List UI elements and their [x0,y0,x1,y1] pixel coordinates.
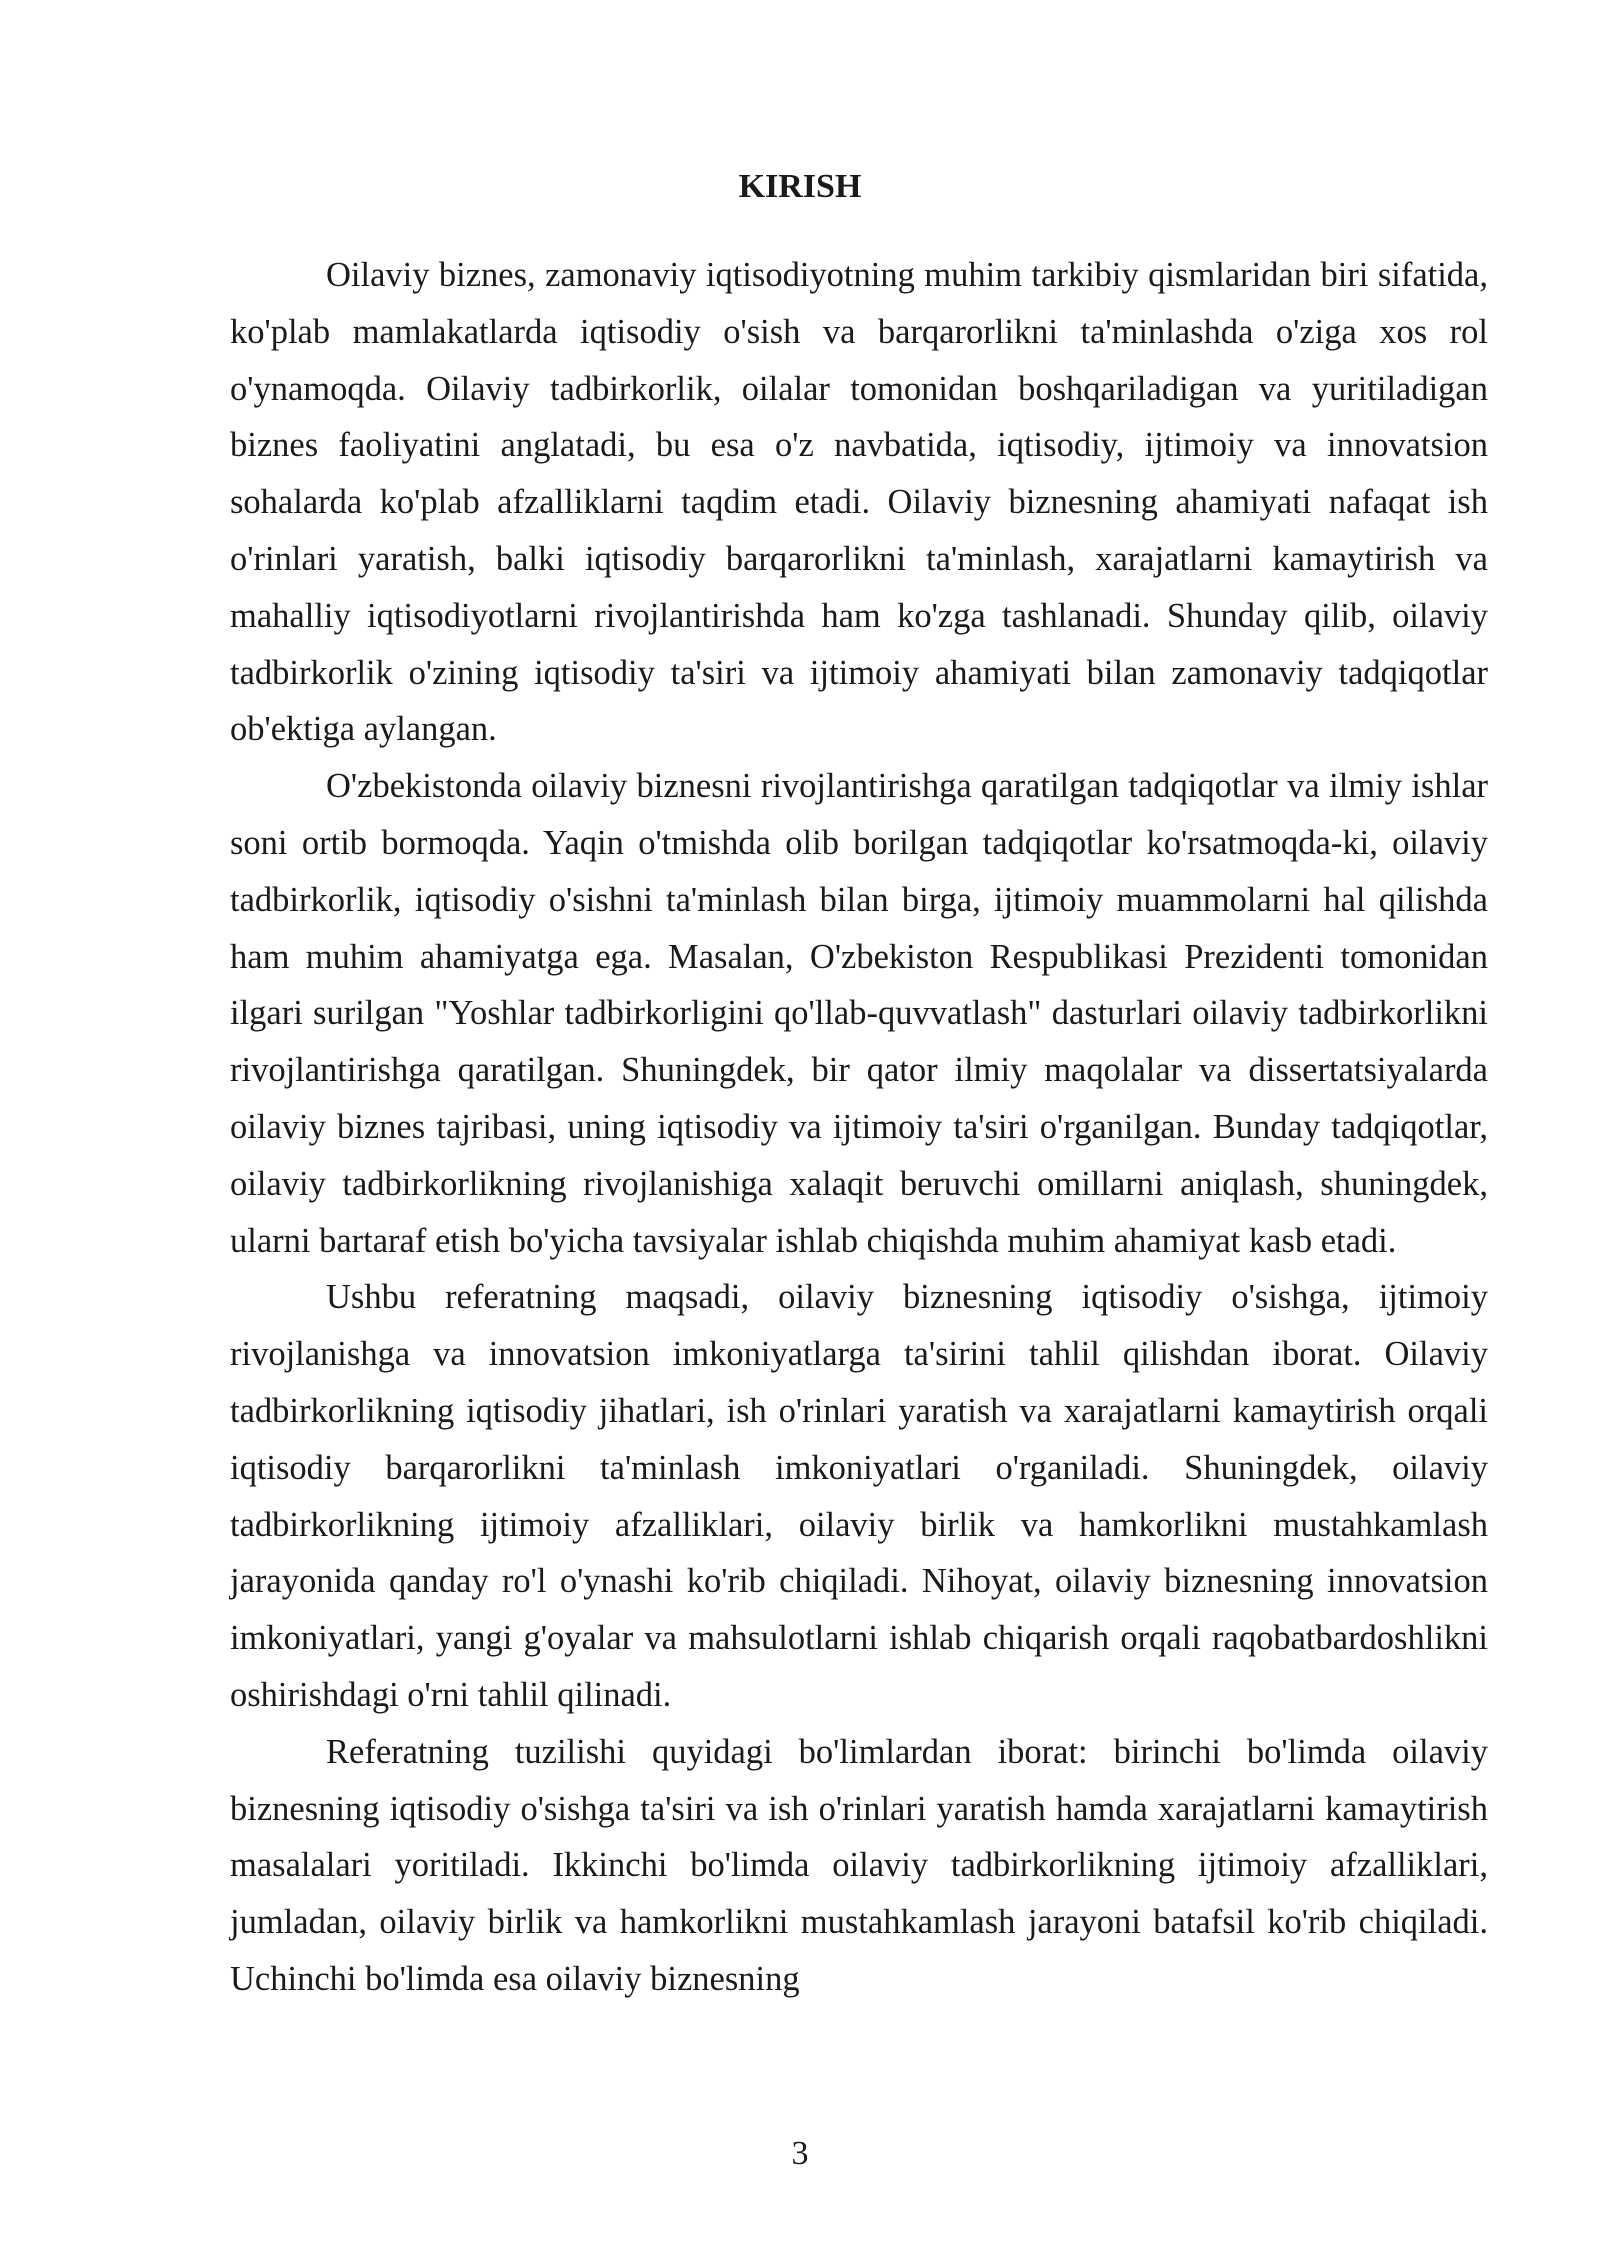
paragraph: Referatning tuzilishi quyidagi bo'limlardan iborat: birinchi bo'limda oilaviy biznesning iqtisodiy o'sishga ta'siri va ish o'rinlari yaratish hamda xarajatlarni kamaytirish masalalari yoritiladi. Ikkinchi bo'limda oilaviy tadbirkorlikning ijtimoiy afzalliklari, jumladan, oilaviy birlik va hamkorlikni mustahkamlash jarayoni batafsil ko'rib chiqiladi. Uchinchi bo'limda esa oilaviy biznesning [230,1732,1488,1998]
page-number: 3 [791,2135,809,2172]
document-body [230,247,1488,2008]
paragraph: Ushbu referatning maqsadi, oilaviy biznesning iqtisodiy o'sishga, ijtimoiy rivojlanishga va innovatsion imkoniyatlarga ta'sirini tahlil qilishdan iborat. Oilaviy tadbirkorlikning iqtisodiy jihatlari, ish o'rinlari yaratish va xarajatlarni kamaytirish orqali iqtisodiy barqarorlikni ta'minlash imkoniyatlari o'rganiladi. Shuningdek, oilaviy tadbirkorlikning ijtimoiy afzalliklari, oilaviy birlik va hamkorlikni mustahkamlash jarayonida qanday ro'l o'ynashi ko'rib chiqiladi. Nihoyat, oilaviy biznesning innovatsion imkoniyatlari, yangi g'oyalar va mahsulotlarni ishlab chiqarish orqali raqobatbardoshlikni oshirishdagi o'rni tahlil qilinadi. [230,1278,1488,1714]
paragraph: O'zbekistonda oilaviy biznesni rivojlantirishga qaratilgan tadqiqotlar va ilmiy ishlar soni ortib bormoqda. Yaqin o'tmishda olib borilgan tadqiqotlar ko'rsatmoqda-ki, oilaviy tadbirkorlik, iqtisodiy o'sishni ta'minlash bilan birga, ijtimoiy muammolarni hal qilishda ham muhim ahamiyatga ega. Masalan, O'zbekiston Respublikasi Prezidenti tomonidan ilgari surilgan "Yoshlar tadbirkorligini qo'llab-quvvatlash" dasturlari oilaviy tadbirkorlikni rivojlantirishga qaratilgan. Shuningdek, bir qator ilmiy maqolalar va dissertatsiyalarda oilaviy biznes tajribasi, uning iqtisodiy va ijtimoiy ta'siri o'rganilgan. Bunday tadqiqotlar, oilaviy tadbirkorlikning rivojlanishiga xalaqit beruvchi omillarni aniqlash, shuningdek, ularni bartaraf etish bo'yicha tavsiyalar ishlab chiqishda muhim ahamiyat kasb etadi. [230,767,1488,1260]
paragraph: Oilaviy biznes, zamonaviy iqtisodiyotning muhim tarkibiy qismlaridan biri sifatida, ko'plab mamlakatlarda iqtisodiy o'sish va barqarorlikni ta'minlashda o'ziga xos rol o'ynamoqda. Oilaviy tadbirkorlik, oilalar tomonidan boshqariladigan va yuritiladigan biznes faoliyatini anglatadi, bu esa o'z navbatida, iqtisodiy, ijtimoiy va innovatsion sohalarda ko'plab afzalliklarni taqdim etadi. Oilaviy biznesning ahamiyati nafaqat ish o'rinlari yaratish, balki iqtisodiy barqarorlikni ta'minlash, xarajatlarni kamaytirish va mahalliy iqtisodiyotlarni rivojlantirishda ham ko'zga tashlanadi. Shunday qilib, oilaviy tadbirkorlik o'zining iqtisodiy ta'siri va ijtimoiy ahamiyati bilan zamonaviy tadqiqotlar ob'ektiga aylangan. [230,256,1488,749]
page-title: KIRISH [738,168,862,205]
